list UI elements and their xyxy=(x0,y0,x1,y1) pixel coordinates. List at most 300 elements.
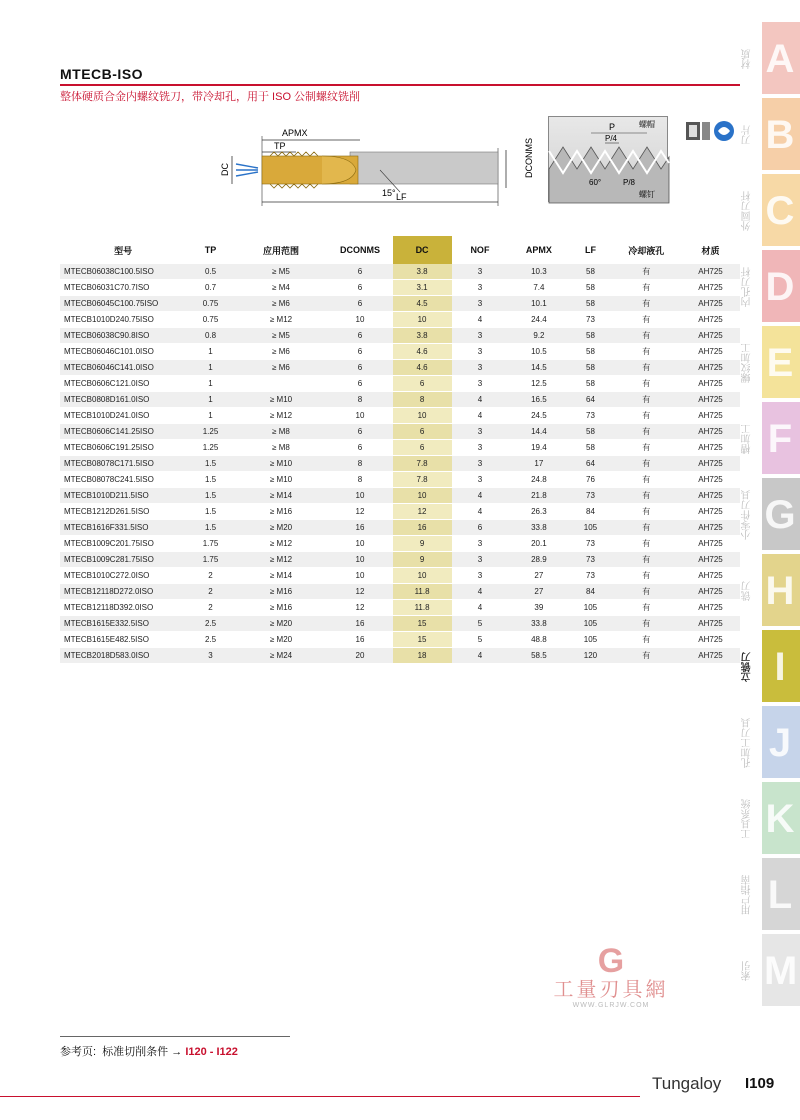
cell-model: MTECB1010C272.0ISO xyxy=(64,571,150,580)
cell-lf: 58 xyxy=(586,283,595,292)
cell-dc: 10 xyxy=(393,312,452,328)
cell-nof: 3 xyxy=(477,347,483,356)
tab-c[interactable] xyxy=(738,172,800,250)
cell-dc: 11.8 xyxy=(393,584,452,600)
tool-drawing xyxy=(210,118,534,216)
tab-l[interactable] xyxy=(738,856,800,934)
table-row xyxy=(60,488,740,504)
cell-grade: AH725 xyxy=(698,571,723,580)
watermark-glyph: G xyxy=(597,942,625,980)
cell-lf: 58 xyxy=(569,328,611,344)
tab-letter: J xyxy=(768,721,792,765)
cell-dconms: 12 xyxy=(355,507,365,516)
cell-tp: 1.75 xyxy=(186,552,234,568)
cell-range: ≥ M8 xyxy=(272,443,290,452)
cell-apmx: 10.1 xyxy=(508,296,569,312)
col-model: 型号 xyxy=(114,245,133,256)
cell-dc: 6 xyxy=(393,376,452,392)
cell-nof: 4 xyxy=(452,648,509,664)
cell-nof: 3 xyxy=(477,379,483,388)
cell-dconms: 6 xyxy=(357,283,363,292)
cell-nof: 3 xyxy=(452,360,509,376)
cell-apmx: 21.8 xyxy=(508,488,569,504)
cell-coolant: 有 xyxy=(612,392,681,408)
cell-apmx: 24.8 xyxy=(531,475,547,484)
cell-range: ≥ M5 xyxy=(235,328,328,344)
cell-apmx: 10.3 xyxy=(508,264,569,280)
col-range: 应用范围 xyxy=(263,245,300,256)
table-row xyxy=(60,456,740,472)
cell-coolant: 有 xyxy=(642,283,651,292)
table-row xyxy=(60,424,740,440)
cell-coolant: 有 xyxy=(642,539,651,548)
tab-g[interactable] xyxy=(738,476,800,554)
tab-h[interactable] xyxy=(738,552,800,630)
cell-lf: 105 xyxy=(569,520,611,536)
cell-coolant: 有 xyxy=(612,456,681,472)
cell-nof: 3 xyxy=(452,424,509,440)
p4-label: P/4 xyxy=(605,134,618,143)
lf-label: LF xyxy=(396,192,407,202)
table-row xyxy=(60,616,740,632)
cell-tp: 1 xyxy=(208,411,213,420)
cell-lf: 73 xyxy=(569,488,611,504)
cell-dc: 7.8 xyxy=(393,472,452,488)
cell-range: ≥ M5 xyxy=(235,264,328,280)
cell-dconms: 6 xyxy=(357,443,363,452)
tab-f[interactable] xyxy=(738,400,800,478)
cell-range: ≥ M16 xyxy=(235,584,328,600)
cell-grade: AH725 xyxy=(698,443,723,452)
cell-dconms: 10 xyxy=(355,571,365,580)
cell-lf: 58 xyxy=(586,347,595,356)
tab-d[interactable] xyxy=(738,248,800,326)
cell-model: MTECB06031C70.7ISO xyxy=(64,283,150,292)
cell-dc: 15 xyxy=(393,632,452,648)
cell-apmx: 14.5 xyxy=(508,360,569,376)
cell-dconms: 16 xyxy=(327,520,392,536)
cell-dconms: 6 xyxy=(357,379,363,388)
tab-label: 槽加工 xyxy=(742,424,753,454)
cell-tp: 0.5 xyxy=(186,264,234,280)
reference-divider xyxy=(60,1036,290,1037)
tab-label: 用户指南 xyxy=(742,875,753,915)
cell-tp: 1.5 xyxy=(204,507,217,516)
col-lf: LF xyxy=(584,245,596,255)
cell-dc: 8 xyxy=(393,392,452,408)
cell-model: MTECB1212D261.5ISO xyxy=(64,507,150,516)
cell-range: ≥ M6 xyxy=(272,347,290,356)
cell-coolant: 有 xyxy=(612,584,681,600)
tab-k[interactable] xyxy=(738,780,800,858)
cell-apmx: 39 xyxy=(534,603,544,612)
table-row xyxy=(60,648,740,664)
cell-range: ≥ M20 xyxy=(235,616,328,632)
cell-range: ≥ M6 xyxy=(235,360,328,376)
tp-label: TP xyxy=(274,141,286,151)
cell-nof: 3 xyxy=(477,475,483,484)
table-row xyxy=(60,392,740,408)
cell-lf: 58 xyxy=(569,264,611,280)
coolant-icon xyxy=(684,118,736,144)
cell-model: MTECB12118D392.0ISO xyxy=(64,603,154,612)
tab-label: 外圆刀杆 xyxy=(742,191,753,231)
cell-apmx: 9.2 xyxy=(508,328,569,344)
cell-nof: 3 xyxy=(452,264,509,280)
cell-tp: 2 xyxy=(208,603,213,612)
tab-label: 材质 xyxy=(742,49,753,69)
cell-range: ≥ M24 xyxy=(235,648,328,664)
cell-tp: 2 xyxy=(186,584,234,600)
cell-dconms: 6 xyxy=(327,264,392,280)
cell-model: MTECB08078C171.5ISO xyxy=(60,456,186,472)
cell-tp: 2 xyxy=(208,571,213,580)
table-row xyxy=(60,552,740,568)
cell-grade: AH725 xyxy=(698,475,723,484)
col-dc: DC xyxy=(393,236,452,264)
cell-model: MTECB2018D583.0ISO xyxy=(60,648,186,664)
cell-range: ≥ M10 xyxy=(235,392,328,408)
cell-apmx: 17 xyxy=(508,456,569,472)
cell-tp: 0.7 xyxy=(204,283,217,292)
page-number: I109 xyxy=(745,1075,775,1092)
cell-tp: 2.5 xyxy=(204,635,217,644)
cell-range: ≥ M20 xyxy=(235,520,328,536)
cell-lf: 58 xyxy=(586,379,595,388)
cell-tp: 0.75 xyxy=(202,315,219,324)
angle-label: 15° xyxy=(382,188,396,198)
cell-grade: AH725 xyxy=(698,539,723,548)
cell-dc: 9 xyxy=(393,552,452,568)
cell-lf: 73 xyxy=(586,315,595,324)
cell-dconms: 16 xyxy=(355,635,365,644)
table-row xyxy=(60,440,740,456)
cell-dc: 6 xyxy=(393,440,452,456)
cell-model: MTECB06038C90.8ISO xyxy=(60,328,186,344)
cell-apmx: 33.8 xyxy=(508,616,569,632)
cell-dconms: 16 xyxy=(327,616,392,632)
cell-dconms: 8 xyxy=(327,392,392,408)
cell-lf: 76 xyxy=(586,475,595,484)
cell-lf: 84 xyxy=(569,584,611,600)
cell-apmx: 27 xyxy=(508,584,569,600)
cell-dconms: 6 xyxy=(357,347,363,356)
cell-apmx: 19.4 xyxy=(531,443,547,452)
cell-grade: AH725 xyxy=(698,635,723,644)
tab-label: 索引 xyxy=(742,961,753,981)
reference-range-link[interactable]: I120 - I122 xyxy=(185,1046,238,1058)
brand-name: Tungaloy xyxy=(652,1074,722,1093)
tab-label: 刀片 xyxy=(742,125,753,145)
tab-e[interactable] xyxy=(738,324,800,402)
cell-nof: 4 xyxy=(477,603,483,612)
cell-dconms: 10 xyxy=(327,488,392,504)
cell-coolant: 有 xyxy=(642,635,651,644)
apmx-label: APMX xyxy=(282,128,308,138)
cell-dc: 3.1 xyxy=(393,280,452,296)
cell-grade: AH725 xyxy=(698,507,723,516)
cell-coolant: 有 xyxy=(642,603,651,612)
col-coolant: 冷却液孔 xyxy=(628,245,665,256)
cell-lf: 73 xyxy=(569,552,611,568)
pitch-label: P xyxy=(609,122,616,132)
cell-tp: 2.5 xyxy=(186,616,234,632)
p8-label: P/8 xyxy=(623,178,636,187)
table-row xyxy=(60,536,740,552)
cell-nof: 4 xyxy=(477,507,483,516)
cell-grade: AH725 xyxy=(698,283,723,292)
cell-apmx: 24.4 xyxy=(531,315,547,324)
cell-tp: 0.8 xyxy=(186,328,234,344)
cell-model: MTECB1009C281.75ISO xyxy=(60,552,186,568)
col-grade: 材质 xyxy=(701,245,720,256)
cell-range: ≥ M14 xyxy=(269,571,293,580)
tab-label: 铣刀 xyxy=(742,581,753,601)
tab-letter: C xyxy=(765,189,795,233)
cell-lf: 105 xyxy=(583,603,598,612)
cell-grade: AH725 xyxy=(681,552,740,568)
tab-label: 内孔刀杆 xyxy=(742,267,753,307)
cell-tp: 1 xyxy=(208,347,213,356)
cell-dconms: 20 xyxy=(327,648,392,664)
cell-grade: AH725 xyxy=(681,328,740,344)
angle60-label: 60° xyxy=(589,178,602,187)
tab-letter: K xyxy=(765,797,795,841)
table-row xyxy=(60,376,740,392)
cell-apmx: 7.4 xyxy=(533,283,545,292)
cell-apmx: 12.5 xyxy=(531,379,547,388)
cell-apmx: 10.5 xyxy=(531,347,547,356)
tab-letter: A xyxy=(765,37,795,81)
cell-coolant: 有 xyxy=(612,488,681,504)
cell-nof: 3 xyxy=(477,539,483,548)
tab-label: 立铣刀 xyxy=(742,652,753,682)
cell-coolant: 有 xyxy=(642,347,651,356)
cell-dc: 16 xyxy=(393,520,452,536)
tab-m[interactable] xyxy=(738,932,800,1010)
cell-model: MTECB1010D211.5ISO xyxy=(60,488,186,504)
cell-tp: 1.75 xyxy=(202,539,219,548)
tab-letter: I xyxy=(774,645,786,689)
table-row xyxy=(60,472,740,488)
cell-grade: AH725 xyxy=(681,296,740,312)
dc-label: DC xyxy=(220,163,230,176)
cell-nof: 6 xyxy=(452,520,509,536)
cell-nof: 5 xyxy=(452,616,509,632)
tab-letter: M xyxy=(764,949,798,993)
cell-lf: 58 xyxy=(569,360,611,376)
cell-lf: 58 xyxy=(569,424,611,440)
reference-note xyxy=(60,1043,238,1059)
cell-model: MTECB06038C100.5ISO xyxy=(60,264,186,280)
cell-nof: 4 xyxy=(477,411,483,420)
cell-coolant: 有 xyxy=(642,507,651,516)
cell-dc: 10 xyxy=(393,568,452,584)
cell-model: MTECB0606C121.0ISO xyxy=(64,379,150,388)
cell-lf: 105 xyxy=(583,635,598,644)
cell-model: MTECB1615E482.5ISO xyxy=(64,635,149,644)
cell-tp: 1.5 xyxy=(186,456,234,472)
cell-range: ≥ M12 xyxy=(269,539,293,548)
cell-coolant: 有 xyxy=(642,379,651,388)
cell-grade: AH725 xyxy=(698,379,723,388)
cell-grade: AH725 xyxy=(698,411,723,420)
col-nof: NOF xyxy=(470,245,490,255)
table-row xyxy=(60,632,740,648)
cell-dc: 4.5 xyxy=(393,296,452,312)
cell-lf: 120 xyxy=(569,648,611,664)
table-row xyxy=(60,520,740,536)
reference-text: 标准切削条件 → xyxy=(102,1046,183,1058)
cell-coolant: 有 xyxy=(612,328,681,344)
cell-range: ≥ M14 xyxy=(235,488,328,504)
cell-apmx: 20.1 xyxy=(531,539,547,548)
table-row xyxy=(60,344,740,360)
cell-apmx: 48.8 xyxy=(531,635,547,644)
page-subtitle: 整体硬质合金内螺纹铣刀，带冷却孔，用于 ISO 公制螺纹铣削 xyxy=(60,91,361,103)
tab-letter: L xyxy=(767,873,793,917)
cell-model: MTECB0606C141.25ISO xyxy=(60,424,186,440)
cell-range: ≥ M6 xyxy=(235,296,328,312)
table-row xyxy=(60,264,740,280)
watermark-url: WWW.GLRJW.COM xyxy=(572,1002,650,1009)
cell-apmx: 27 xyxy=(534,571,544,580)
cell-grade: AH725 xyxy=(681,264,740,280)
cell-coolant: 有 xyxy=(612,424,681,440)
cell-lf: 64 xyxy=(569,392,611,408)
table-row xyxy=(60,360,740,376)
cell-range xyxy=(235,376,328,392)
cell-dconms: 6 xyxy=(327,296,392,312)
page-title: MTECB-ISO xyxy=(60,66,144,82)
cell-nof: 3 xyxy=(452,328,509,344)
cell-nof: 4 xyxy=(452,488,509,504)
cell-range: ≥ M4 xyxy=(272,283,290,292)
cell-model: MTECB1616F331.5ISO xyxy=(60,520,186,536)
tab-label: 小零件刀具 xyxy=(742,490,753,540)
cell-grade: AH725 xyxy=(681,520,740,536)
cell-grade: AH725 xyxy=(681,360,740,376)
table-header-row xyxy=(60,236,740,264)
cell-range: ≥ M12 xyxy=(269,411,293,420)
cell-dconms: 12 xyxy=(355,603,365,612)
tab-a[interactable] xyxy=(738,20,800,98)
cell-tp: 1.5 xyxy=(186,488,234,504)
cell-grade: AH725 xyxy=(681,616,740,632)
cell-dconms: 8 xyxy=(357,475,363,484)
cell-apmx: 14.4 xyxy=(508,424,569,440)
cell-lf: 58 xyxy=(569,296,611,312)
dconms-label: DCONMS xyxy=(524,138,534,178)
table-row xyxy=(60,504,740,520)
table-row xyxy=(60,328,740,344)
cell-apmx: 58.5 xyxy=(508,648,569,664)
cell-nof: 3 xyxy=(477,283,483,292)
cell-tp: 3 xyxy=(186,648,234,664)
cell-dc: 4.6 xyxy=(393,360,452,376)
cell-range: ≥ M10 xyxy=(235,456,328,472)
cell-tp: 1.5 xyxy=(186,520,234,536)
cell-model: MTECB1010D241.0ISO xyxy=(64,411,150,420)
cell-tp: 1 xyxy=(186,360,234,376)
tab-j[interactable] xyxy=(738,704,800,782)
cell-lf: 73 xyxy=(586,539,595,548)
cell-tp: 1.5 xyxy=(204,475,217,484)
cell-model: MTECB0606C191.25ISO xyxy=(64,443,154,452)
cell-range: ≥ M10 xyxy=(269,475,293,484)
cell-grade: AH725 xyxy=(681,392,740,408)
section-tabs xyxy=(738,20,800,1020)
col-apmx: APMX xyxy=(525,245,552,255)
spec-table xyxy=(60,236,740,664)
tab-label: 螺纹加工 xyxy=(742,343,753,383)
cell-coolant: 有 xyxy=(612,616,681,632)
tab-i[interactable] xyxy=(738,628,800,706)
header-divider xyxy=(60,84,740,86)
cell-nof: 3 xyxy=(452,552,509,568)
cell-coolant: 有 xyxy=(642,571,651,580)
tab-label: 孔加工刀具 xyxy=(742,718,753,768)
cell-coolant: 有 xyxy=(642,315,651,324)
tab-letter: E xyxy=(766,341,794,385)
cell-dc: 12 xyxy=(393,504,452,520)
footer-divider xyxy=(0,1096,640,1097)
cell-dc: 15 xyxy=(393,616,452,632)
cell-coolant: 有 xyxy=(612,520,681,536)
cell-model: MTECB0808D161.0ISO xyxy=(60,392,186,408)
cell-model: MTECB1615E332.5ISO xyxy=(60,616,186,632)
table-row xyxy=(60,296,740,312)
cell-model: MTECB1010D240.75ISO xyxy=(64,315,154,324)
cell-grade: AH725 xyxy=(698,603,723,612)
cell-nof: 3 xyxy=(452,296,509,312)
cell-apmx: 26.3 xyxy=(531,507,547,516)
cell-grade: AH725 xyxy=(698,315,723,324)
cell-dc: 3.8 xyxy=(393,264,452,280)
cell-range: ≥ M12 xyxy=(269,315,293,324)
table-row xyxy=(60,280,740,296)
watermark-logo xyxy=(536,944,686,1018)
cell-grade: AH725 xyxy=(681,424,740,440)
cell-dc: 10 xyxy=(393,408,452,424)
cell-coolant: 有 xyxy=(642,443,651,452)
cell-nof: 3 xyxy=(477,571,483,580)
cell-grade: AH725 xyxy=(681,584,740,600)
tab-b[interactable] xyxy=(738,96,800,174)
cell-range: ≥ M8 xyxy=(235,424,328,440)
cell-grade: AH725 xyxy=(681,648,740,664)
cell-nof: 3 xyxy=(477,443,483,452)
cell-grade: AH725 xyxy=(681,456,740,472)
table-row xyxy=(60,568,740,584)
cell-lf: 58 xyxy=(586,443,595,452)
cell-nof: 5 xyxy=(477,635,483,644)
cell-model: MTECB1009C201.75ISO xyxy=(64,539,154,548)
table-row xyxy=(60,584,740,600)
cell-dconms: 10 xyxy=(355,539,365,548)
cell-tp: 1.25 xyxy=(202,443,219,452)
cell-dc: 7.8 xyxy=(393,456,452,472)
cell-dconms: 6 xyxy=(327,424,392,440)
table-row xyxy=(60,312,740,328)
cell-lf: 84 xyxy=(586,507,595,516)
cell-lf: 73 xyxy=(586,571,595,580)
cell-dc: 4.6 xyxy=(393,344,452,360)
thread-profile-diagram xyxy=(548,116,668,202)
cell-coolant: 有 xyxy=(612,360,681,376)
cell-range: ≥ M20 xyxy=(269,635,293,644)
cell-range: ≥ M16 xyxy=(269,603,293,612)
